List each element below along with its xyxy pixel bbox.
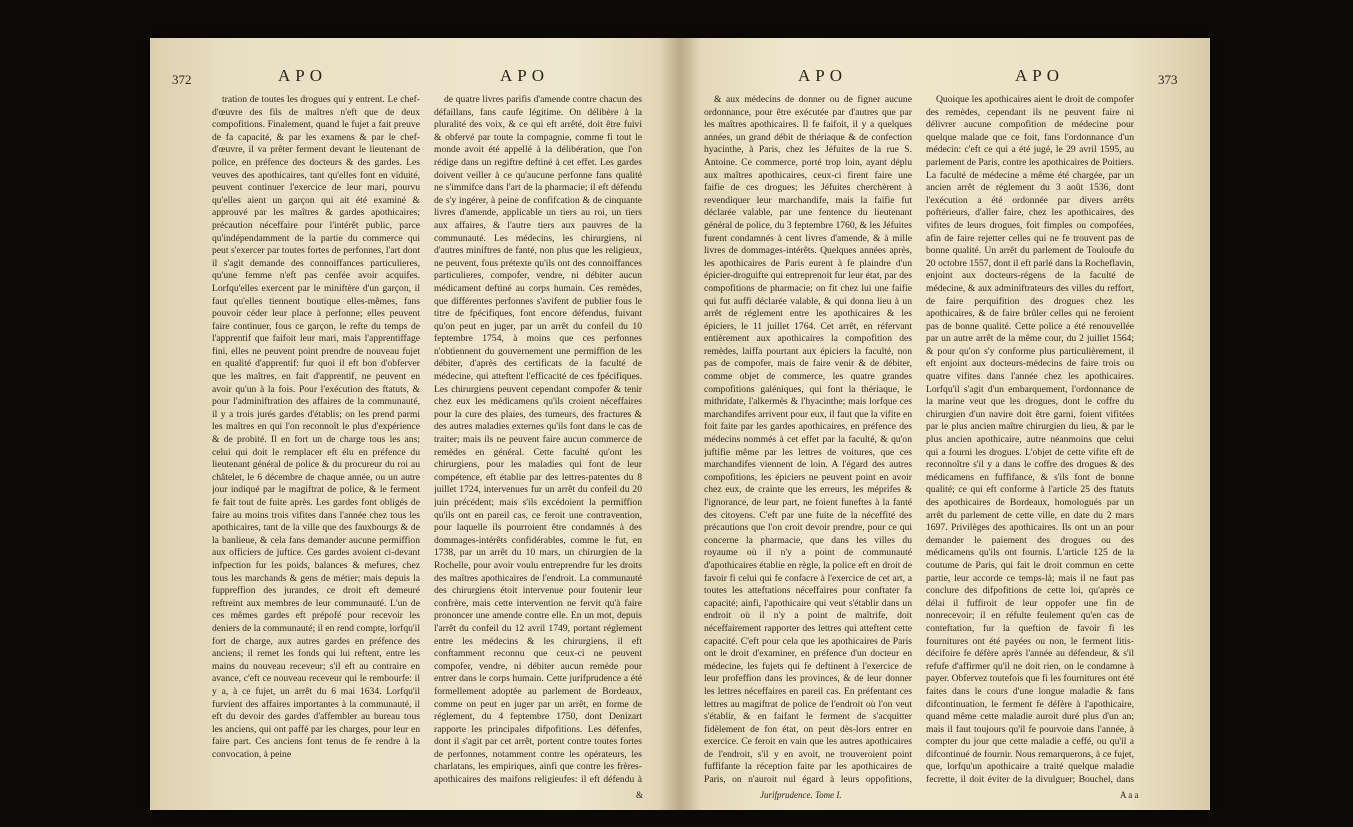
- running-head-left-a: APO: [278, 66, 328, 85]
- signature-mark: A a a: [1120, 790, 1139, 800]
- right-page: [680, 38, 1210, 810]
- page-number-right: 373: [1158, 72, 1178, 87]
- running-head-right-a: APO: [798, 66, 848, 85]
- left-page-column-2: [434, 94, 642, 784]
- column-text: tration de toutes les drogues qui y entrent. Le chef-d'œuvre des fils de maîtres n'eft que de deux compofitions. Finalement, quand le fujet a fait preuve de fa capacité, & par les examens & par le chef-d'œuvre, il va prêter ferment devant le lieutenant de police, en préfence des docteurs & des gardes. Les veuves des apothicaires, tant qu'elles font en viduité, peuvent continuer l'exercice de leur mari, pourvu qu'elles aient un garçon qui ait été examiné & approuvé par les maîtres & gardes apothicaires; précaution néceffaire pour l'intérêt public, parce qu'indépendamment de la partie du commerce qui peut s'exercer par toutes fortes de perfonnes, l'art dont il s'agit demande des connoiffances particulieres, qu'une femme n'eft pas cenfée avoir acquifes. Lorfqu'elles exercent par le miniftère d'un garçon, il faut qu'elles tiennent boutique elles-mêmes, fans pouvoir céder leur place à perfonne; elles peuvent faire continuer, fous ce garçon, le refte du temps de l'apprentif que faifoit leur mari, mais l'apprentiffage fini, elles ne peuvent point prendre de nouveau fujet en qualité d'apprentif: fur quoi il eft bon d'obferver que les maîtres, en fait d'apprentif, ne peuvent en avoir qu'un à la fois. Pour l'exécution des ftatuts, & pour l'adminiftration des affaires de la communauté, il y a trois jurés gardes d'établis; on les prend parmi les maîtres en qui l'on reconnoît le plus d'expérience & de probité. Il en fort un de charge tous les ans; celui qui doit le remplacer eft élu en préfence du lieutenant général de police & du procureur du roi au châtelet, le 6 décembre de chaque année, ou un autre jour indiqué par le magiftrat de police, & le ferment fe fait tout de fuite après. Les gardes font obligés de faire au moins trois vifites dans l'année chez tous les apothicaires, tant de la ville que des fauxbourgs & de la banlieue, & cela fans demander aucune permiffion aux officiers de juftice. Ces gardes avoient ci-devant infpection fur les poids, balances & mefures, chez tous les marchands & gens de métier; mais depuis la fuppreffion des jurandes, ce droit eft demeuré reftreint aux membres de leur communauté. L'un de ces mêmes gardes eft prépofé pour recevoir les deniers de la communauté; il en rend compte, lorfqu'il fort de charge, aux autres gardes en préfence des anciens; il remet les fonds qui lui reftent, entre les mains du nouveau receveur; s'il eft au contraire en avance, c'eft ce nouveau receveur qui le rembourfe: il y a, à ce fujet, un arrêt du 6 mai 1634. Lorfqu'il furvient des affaires importantes à la communauté, il eft du devoir des gardes d'affembler au bureau tous les anciens, qui ont paffé par les charges, pour leur en faire part. Ces anciens font tenus de fe rendre à la convocation, à peine: [212, 94, 420, 760]
- catchword: &: [636, 790, 644, 800]
- column-text: Quoique les apothicaires aient le droit de compofer des remèdes, cependant ils ne peuvent faire ni délivrer aucune compofition de médecine pour quelque malade que ce foit, fans l'ordonnance d'un médecin: c'eft ce qui a été jugé, le 29 avril 1595, au parlement de Paris, contre les apothicaires de Poitiers. La faculté de médecine a même été chargée, par un ancien arrêt de réglement du 3 août 1536, dont l'exécution a été ordonnée par divers arrêts poftérieurs, d'aller faire, chez les apothicaires, des vifites de leurs drogues, foit fimples ou compofées, afin de faire rejetter celles qui ne fe trouvent pas de bonne qualité. Un arrêt du parlement de Touloufe du 20 octobre 1557, dont il eft parlé dans la Rocheflavin, enjoint aux docteurs-régens de la faculté de médecine, & aux adminiftrateurs des villes du reffort, de faire perquifition des drogues chez les apothicaires, & de faire brûler celles qui ne feroient pas de bonne qualité. Cette police a été renouvellée par un autre arrêt de la même cour, du 2 juillet 1564; & pour qu'on s'y conforme plus particulièrement, il eft enjoint aux docteurs-médecins de faire trois ou quatre vifites dans l'année chez les apothicaires. Lorfqu'il s'agit d'un embarquement, l'ordonnance de la marine veut que les drogues, dont le coffre du chirurgien d'un navire doit être garni, foient vifitées par le plus ancien maître chirurgien du lieu, & par le plus ancien apothicaire, autre néanmoins que celui qui a fourni les drogues. L'objet de cette vifite eft de reconnoître s'il y a dans le coffre des drogues & des médicamens en fuffifance, & s'ils font de bonne qualité; ce qui eft conforme à l'article 25 des ftatuts des apothicaires de Bordeaux, homologués par un arrêt du parlement de cette ville, en date du 2 mars 1697. Privilèges des apothicaires. Ils ont un an pour demander le paiement des drogues ou des médicamens qu'ils ont fournis. L'article 125 de la coutume de Paris, qui fait le droit commun en cette partie, leur accorde ce temps-là; mais il ne faut pas conclure des difpofitions de cette loi, qu'après ce délai il fuffiroit de leur oppofer une fin de nonrecevoir; il en réfulte feulement qu'en cas de conteftation, fur la queftion de favoir fi les fournitures ont été payées ou non, le ferment litis-décifoire fe défère après l'année au défendeur, & s'il refufe d'affirmer qu'il ne doit rien, on le condamne à payer. Obfervez toutefois que fi les fournitures ont été faites dans le cours d'une longue maladie & fans difcontinuation, le ferment fe défère à l'apothicaire, quand même cette maladie auroit duré plus d'un an; mais il faut toujours qu'il fe pourvoie dans l'année, à compter du jour que cette maladie a ceffé, ou qu'il a difcontinué de fournir. Nous remarquerons, à ce fujet, que, lorfqu'un apothicaire a traité quelque maladie fecrette, il doit éviter de la divulguer; Bouchel, dans: [926, 94, 1134, 784]
- right-page-column-2: [926, 94, 1134, 784]
- left-page: [150, 38, 680, 810]
- page-footer: Jurifprudence. Tome I.: [760, 790, 842, 800]
- left-page-column-1: [212, 94, 420, 784]
- running-head-right-b: APO: [1015, 66, 1065, 85]
- column-text: de quatre livres parifis d'amende contre chacun des défaillans, fans caufe légitime. On délibère à la pluralité des voix, & ce qui eft arrêté, doit être fuivi & obfervé par toute la compagnie, comme fi tout le monde avoit été appellé à la délibération, que l'on rédige dans un regiftre deftiné à cet effet. Les gardes doivent veiller à ce qu'aucune perfonne fans qualité ne s'immifce dans l'art de la pharmacie; il eft défendu de s'y ingérer, à peine de confifcation & de cinquante livres d'amende, applicable un tiers au roi, un tiers aux affaires, & l'autre tiers aux pauvres de la communauté. Les médecins, les chirurgiens, ni d'autres miniftres de fanté, non plus que les religieux, ne peuvent, fous prétexte qu'ils ont des connoiffances particulieres, compofer, vendre, ni débiter aucun médicament deftiné au corps humain. Ces remèdes, que différentes perfonnes s'avifent de publier fous le titre de fpécifiques, font encore défendus, fuivant qu'on peut en juger, par un arrêt du confeil du 10 feptembre 1754, à moins que ces perfonnes n'obtiennent du gouvernement une permiffion de les débiter, d'après des certificats de la faculté de médecine, qui atteftent l'efficacité de ces fpécifiques. Les chirurgiens peuvent cependant compofer & tenir chez eux les médicamens qu'ils croient néceffaires pour la cure des plaies, des tumeurs, des fractures & des autres maladies externes qu'ils font dans le cas de traiter; mais ils ne peuvent faire aucun commerce de remèdes en général. Cette faculté qu'ont les chirurgiens, pour les maladies qui font de leur compétence, eft établie par des lettres-patentes du 8 juillet 1724, intervenues fur un arrêt du confeil du 20 juin précédent; mais s'ils excédoient la permiffion qu'ils ont en pareil cas, ce feroit une contravention, pour laquelle ils pourroient être condamnés à des dommages-intérêts confidérables, comme le fut, en 1738, par un arrêt du 10 mars, un chirurgien de la Rochelle, pour avoir voulu entreprendre fur les droits des maîtres apothicaires de l'endroit. La communauté des chirurgiens étoit intervenue pour foutenir leur confrère, mais cette intervention ne fervit qu'à faire prononcer une amende contre elle. En un mot, depuis l'arrêt du confeil du 12 avril 1749, portant réglement entre les médecins & les chirurgiens, il eft conftamment reconnu que ceux-ci ne peuvent compofer, vendre, ni débiter aucun remède pour entrer dans le corps humain. Cette jurifprudence a été formellement adoptée au parlement de Bordeaux, comme on peut en juger par un arrêt, en forme de réglement, du 4 feptembre 1750, dont Denizart rapporte les principales difpofitions. Les défenfes, dont il s'agit par cet arrêt, portent contre toutes fortes de perfonnes, notamment contre les opérateurs, les charlatans, les empiriques, ainfi que contre les frères-apothicaires des maifons religieufes: il eft défendu à: [434, 94, 642, 784]
- right-page-column-1: [704, 94, 912, 784]
- running-head-left-b: APO: [500, 66, 550, 85]
- page-number-left: 372: [172, 72, 192, 87]
- column-text: & aux médecins de donner ou de figner aucune ordonnance, pour être exécutée par d'autres que par les maîtres apothicaires. Il fe faifoit, il y a quelques années, un grand débit de thériaque & de confection hyacinthe, à Paris, chez les Jéfuites de la rue S. Antoine. Ce commerce, porté trop loin, ayant déplu aux maîtres apothicaires, ceux-ci firent faire une faifie de ces drogues; les Jéfuites cherchèrent à revendiquer leur marchandife, mais la faifie fut déclarée valable, par une fentence du lieutenant général de police, du 3 feptembre 1760, & les Jéfuites furent condamnés à cent livres d'amende, & à mille livres de dommages-intérêts. Quelques années après, les apothicaires de Paris eurent à fe plaindre d'un épicier-droguifte qui entreprenoit fur leur état, par des compofitions de pharmacie; on fit chez lui une faifie qui fut auffi déclarée valable, & qui donna lieu à un arrêt de réglement entre les apothicaires & les épiciers, le 11 juillet 1764. Cet arrêt, en réfervant entièrement aux apothicaires la compofition des remèdes, laiffa pourtant aux épiciers la faculté, non pas de compofer, mais de faire venir & de débiter, comme objet de commerce, les quatre grandes compofitions galéniques, qui font la thériaque, le mithridate, l'alkermès & l'hyacinthe; mais lorfque ces marchandifes arrivent pour eux, il faut que la vifite en foit faite par les gardes apothicaires, en préfence des médecins nommés à cet effet par la faculté, & qu'on juftifie même par les lettres de voitures, que ces marchandifes viennent de loin. A l'égard des autres compofitions, les épiciers ne peuvent point en avoir chez eux, de crainte que les erreurs, les méprifes & l'ignorance, de leur part, ne foient funeftes à la fanté des citoyens. C'eft par une fuite de la néceffité des précautions que l'on croit devoir prendre, pour ce qui concerne la pharmacie, que dans les villes du royaume où il n'y a point de communauté d'apothicaires établie en règle, la police eft en droit de favoir fi celui qui fe confacre à l'exercice de cet art, a toutes les atteftations néceffaires pour conftater fa capacité; ainfi, l'apothicaire qui veut s'établir dans un endroit où il n'y a point de maîtrife, doit néceffairement rapporter des lettres qui atteftent cette capacité. C'eft pour cela que les apothicaires de Paris ont le droit d'examiner, en préfence d'un docteur en médecine, les fujets qui fe deftinent à l'exercice de leur profeffion dans les provinces, & de leur donner les lettres néceffaires en pareil cas. En préfentant ces lettres au magiftrat de police de l'endroit où l'on veut s'établir, & en faifant le ferment de s'acquitter fidèlement de fon état, on peut dès-lors entrer en exercice. Ce feroit en vain que les autres apothicaires de l'endroit, s'il y en avoit, ne trouveroient point fuffifante la réception faite par les apothicaires de Paris, on n'auroit nul égard à leurs oppofitions,: [704, 94, 912, 784]
- open-book: [150, 38, 1210, 810]
